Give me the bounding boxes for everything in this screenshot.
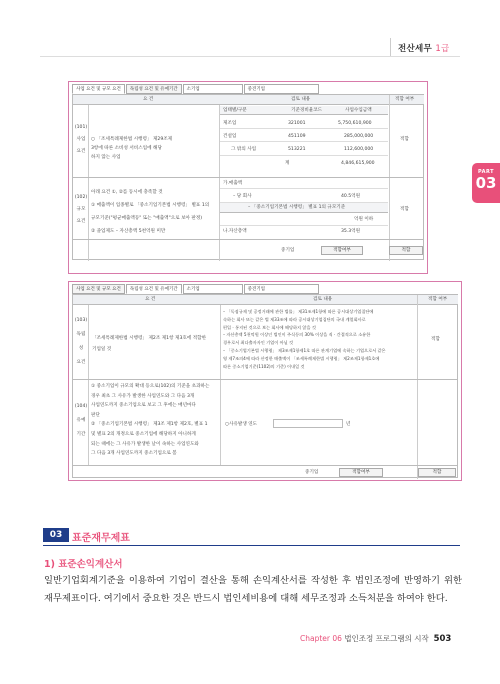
row-103-result: 적합 xyxy=(431,337,440,342)
sub-header-code: 기준경비율코드 xyxy=(291,108,323,113)
row-103-detail: – 「독점규제 및 공정거래에 관한 법률」 제31조제1항에 따른 공시대상기업집단에 속하는 회사 또는 같은 법 제33조에 따라 공시대상기업집단의 국내 계열회사로 편입 · 통지된 것으로 보는 회사에 해당하지 않을 것 – 자산총액 5천억원 이상인 법인이 주식등의 30% 이상을 직 · 간접적으로 소유한 경우로서 최다출자자인 기업이 아닐 것 – 「중소기업기본법 시행령」 제3조제1항제1호 따른 관계기업에 속하는 기업으로서 같은 영 제7조의4에 따라 산정한 매출액이 「조세특례제한법 시행령」 제2조제1항제1호에 따른 중소기업기준(1102)의 기준) 이내일 것 xyxy=(223,309,386,369)
header-review: 검토 내용 xyxy=(291,97,311,102)
size-standard-value: 억원 이하 xyxy=(354,217,374,222)
tab-bar xyxy=(72,284,320,294)
row-104-text: ① 중소기업이 규모의 확대 등으로(102)의 기준을 초과하는 경우 최초 그 사유가 발생한 사업연도와 그 다음 3개 사업연도까지 중소기업으로 보고 그 후에는 매년마다 판단 ② 「중소기업기본법 시행령」 제3조 제1항 제2호, 별표 1 및 별표 2의 개정으로 중소기업에 해당하지 아니하게 되는 때에는 그 사유가 발생한 날이 속하는 사업연도와 그 다음 3개 사업연도까지 중소기업으로 봄 xyxy=(91,384,210,457)
page-number: 503 xyxy=(433,634,452,644)
tab-business-size[interactable]: 사업 요건 및 규모 요건 xyxy=(72,84,125,94)
sub-row-revenue: 112,600,000 xyxy=(344,147,374,152)
requirements-table xyxy=(72,94,424,260)
part-number: 03 xyxy=(475,174,497,192)
sub-row-type: 건설업 xyxy=(223,134,237,139)
fit-status-value: 적합 xyxy=(389,246,423,255)
section-number: 03 xyxy=(43,528,69,542)
header-requirement: 요 건 xyxy=(145,297,156,302)
row-101-result: 적합 xyxy=(400,137,409,142)
page-footer xyxy=(300,633,451,644)
tab-small[interactable]: 소기업 xyxy=(183,84,243,94)
sub-row-type: 그 밖의 사업 xyxy=(231,147,257,152)
sub-header-revenue: 사업수입금액 xyxy=(345,108,372,113)
company-revenue: 40.5억원 xyxy=(341,194,361,199)
table-header xyxy=(73,95,424,105)
row-101-label: (101) 사업 요건 xyxy=(74,125,88,154)
subsection-title: 1) 표준손익계산서 xyxy=(44,559,123,570)
row-102-result: 적합 xyxy=(400,207,409,212)
requirements-table xyxy=(72,294,458,478)
part-tab xyxy=(472,163,500,203)
size-standard-label: – 「중소기업기본법 시행령」 별표 1의 규모기준 xyxy=(248,205,346,210)
table-header xyxy=(73,295,458,305)
fit-status-value: 적합 xyxy=(418,468,456,477)
header-fit: 적합 여부 xyxy=(395,97,415,102)
sub-row-code: 451109 xyxy=(288,134,306,139)
header-fit: 적합 여부 xyxy=(428,297,448,302)
sub-header-type: 업태별/구분 xyxy=(223,108,247,113)
revenue-label: 가.매출액 xyxy=(223,181,243,186)
sub-row-revenue: 5,750,610,900 xyxy=(338,121,372,126)
tab-bar xyxy=(72,84,320,94)
tab-small[interactable]: 소기업 xyxy=(183,284,243,294)
company-label: – 당 회사 xyxy=(233,194,252,199)
screenshot-size-requirements xyxy=(68,81,428,274)
tab-midsize[interactable]: 중견기업 xyxy=(244,84,319,94)
fit-status-label: 적합여부 xyxy=(321,246,363,255)
header-rule xyxy=(40,56,460,57)
header-requirement: 요 건 xyxy=(143,97,154,102)
asset-label: 나.자산총액 xyxy=(223,229,247,234)
tab-midsize[interactable]: 중견기업 xyxy=(244,284,319,294)
row-103-label: (103) 독립 성 요건 xyxy=(74,318,88,365)
header-divider xyxy=(390,38,391,56)
footer-title: 법인조정 프로그램의 시작 xyxy=(344,634,429,643)
reason-year-unit: 년 xyxy=(346,422,351,427)
fit-status-label: 적합여부 xyxy=(339,468,383,477)
tab-independence[interactable]: 독립성 요건 및 유예기간 xyxy=(126,84,182,94)
page-header-title: 전산세무 1급 xyxy=(398,44,450,54)
sub-row-code: 321001 xyxy=(288,121,306,126)
sub-row-code: 513221 xyxy=(288,147,306,152)
row-104-label: (104) 유예 기간 xyxy=(74,404,88,437)
sum-label: 계 xyxy=(285,161,290,166)
body-paragraph: 일반기업회계기준을 이용하여 기업이 결산을 통해 손익계산서를 작성한 후 법인조정에 반영하기 위한 재무제표이다. 여기에서 중요한 것은 반드시 법인세비용에 대해 세무조정과 소득처분을 하여야 한다. xyxy=(44,575,462,604)
footer-enterprise-type: 중기업 xyxy=(281,248,295,253)
asset-value: 35.3억원 xyxy=(341,229,361,234)
row-103-text: 「조세특례제한법 시행령」 제2조 제1항 제3호에 적합한 기업일 것 xyxy=(92,336,207,352)
header-review: 검토 내용 xyxy=(313,297,333,302)
section-title: 표준재무제표 xyxy=(72,533,130,544)
reason-year-label: ○사유발생 연도 xyxy=(225,422,258,427)
sub-row-type: 제조업 xyxy=(223,121,237,126)
part-label: PART xyxy=(477,169,495,175)
tab-business-size[interactable]: 사업 요건 및 규모 요건 xyxy=(72,284,125,294)
reason-year-input[interactable] xyxy=(273,419,343,428)
tab-independence[interactable]: 독립성 요건 및 유예기간 xyxy=(126,284,182,294)
row-102-label: (102) 규모 요건 xyxy=(74,195,88,224)
row-102-text: 아래 요건 ①, ②를 동시에 충족할 것 ① 매출액이 업종별로 「중소기업기본법 시행령」 별표 1의 규모기준("평균매출액등" 또는 "매출액"으로 보아 판정) ② 졸업제도 – 자산총액 5천억원 미만 xyxy=(91,190,210,234)
footer-chapter: Chapter 06 xyxy=(300,634,342,643)
screenshot-independence-grace xyxy=(68,281,462,481)
sub-row-revenue: 285,000,000 xyxy=(344,134,374,139)
row-101-text: ○ 「조세특례제한법 시행령」 제29조제 3항에 따른 소비성 서비스업에 해당 하지 않는 사업 xyxy=(91,137,173,160)
section-rule xyxy=(43,545,460,546)
footer-enterprise-type: 중기업 xyxy=(305,470,319,475)
sum-value: 4,846,615,900 xyxy=(341,161,375,166)
